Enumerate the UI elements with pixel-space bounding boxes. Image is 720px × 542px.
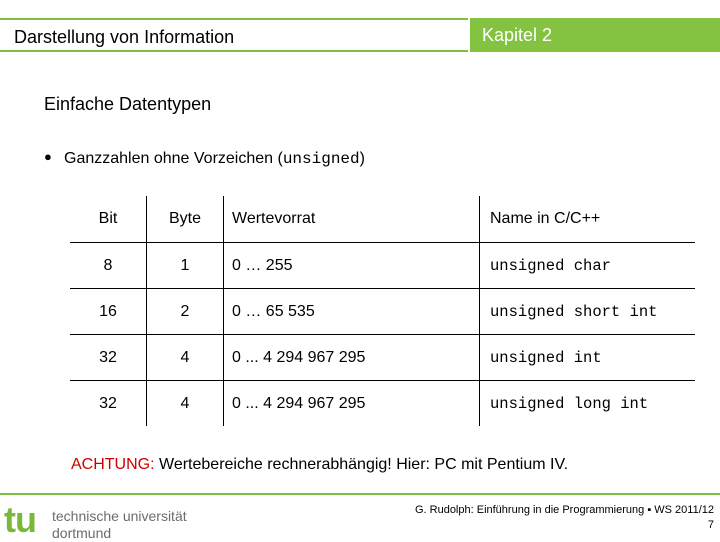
cell-bit: 32 [70,335,147,381]
table-row [70,335,695,381]
table-row [70,289,695,335]
cell-bit: 32 [70,381,147,427]
university-name-line2: dortmund [52,525,112,541]
footer-credit [415,503,714,533]
table-header-row [70,196,695,243]
cell-range: 0 … 65 535 [224,289,480,335]
tu-logo-icon: tu [4,499,36,540]
bullet-text-before: Ganzzahlen ohne Vorzeichen ( [64,150,283,167]
cell-name: unsigned char [480,243,696,289]
cell-name: unsigned int [480,335,696,381]
warning-label: ACHTUNG: [71,456,155,473]
cell-name: unsigned short int [480,289,696,335]
bullet-text-after: ) [359,150,365,167]
cell-range: 0 ... 4 294 967 295 [224,335,480,381]
footer-divider [0,493,720,495]
table-row [70,381,695,427]
bullet-item [44,149,365,168]
header-bit: Bit [98,210,118,227]
cell-byte: 2 [147,289,224,335]
header-name: Name in C/C++ [480,196,696,243]
cell-range: 0 … 255 [224,243,480,289]
warning-text: Wertebereiche rechnerabhängig! Hier: PC mit Pentium IV. [154,456,569,473]
header-title: Darstellung von Information [14,27,235,47]
cell-bit: 8 [70,243,147,289]
university-name [52,508,187,542]
section-title: Einfache Datentypen [44,94,212,114]
cell-byte: 1 [147,243,224,289]
warning-note [71,456,568,474]
cell-name: unsigned long int [480,381,696,427]
cell-byte: 4 [147,335,224,381]
header-title-bar [0,18,468,52]
bullet-code: unsigned [282,150,360,168]
bullet-icon: ● [44,149,52,164]
cell-bit: 16 [70,289,147,335]
footer-credit-line: G. Rudolph: Einführung in die Programmierung ▪ WS 2011/12 [414,504,714,516]
cell-range: 0 ... 4 294 967 295 [224,381,480,427]
chapter-label: Kapitel 2 [482,25,553,45]
page-number: 7 [707,519,714,531]
university-logo [4,499,194,541]
university-name-line1: technische universität [52,508,187,524]
header-range: Wertevorrat [224,196,480,243]
datatype-table [70,196,695,426]
cell-byte: 4 [147,381,224,427]
header-byte: Byte [147,196,224,243]
chapter-box [470,18,720,52]
table-row [70,243,695,289]
